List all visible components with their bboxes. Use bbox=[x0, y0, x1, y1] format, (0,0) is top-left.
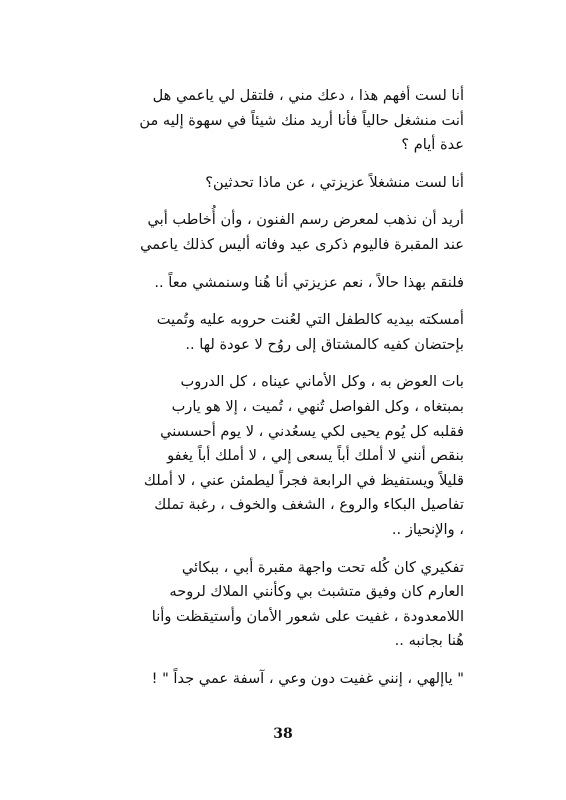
text-line: أنا لست أفهم هذا ، دعك مني ، فلتقل لي ياعمي هل bbox=[152, 87, 464, 104]
text-line: اللامعدودة ، غفيت على شعور الأمان وأستيقظت وأنا bbox=[151, 607, 464, 625]
text-line: بمبتغاه ، وكل الفواصل تُنهي ، تُميت ، إلا هو يارب bbox=[171, 397, 464, 415]
paragraph-3 bbox=[128, 208, 464, 257]
text-line: تفكيري كان كُله تحت واجهة مقبرة أبي ، ببكائي bbox=[181, 558, 464, 576]
text-line: فلنقم بهذا حالاً ، نعم عزيزتي أنا هُنا وسنمشي معاً .. bbox=[154, 273, 464, 291]
text-line: هُنا بجانبه .. bbox=[394, 632, 464, 650]
text-line: قليلاً ويستفيظ في الرابعة فجراً ليطمئن عني ، لا أملك bbox=[143, 471, 464, 489]
paragraph-8 bbox=[128, 667, 464, 692]
text-line: عدة أيام ؟ bbox=[401, 136, 464, 154]
text-line: عند المقبرة فاليوم ذكرى عيد وفاته أليس كذلك ياعمي bbox=[140, 235, 464, 253]
text-line: بإحتضان كفيه كالمشتاق إلى روُح لا عودة لها .. bbox=[185, 335, 464, 353]
page-body-text bbox=[128, 84, 464, 704]
paragraph-2 bbox=[128, 171, 464, 196]
text-line: ، والإنحياز .. bbox=[391, 520, 464, 538]
paragraph-1 bbox=[128, 84, 464, 158]
text-line: بنقص أنني لا أملك أباً يسعى إلي ، لا أملك أباً يغفو bbox=[167, 447, 464, 465]
paragraph-6 bbox=[128, 370, 464, 542]
text-line: فقلبه كل يُوم يحيى لكي يسعُدني ، لا يوم أحسسني bbox=[160, 422, 464, 440]
text-line: " ياإلهي ، إنني غفيت دون وعي ، آسفة عمي جداً " ! bbox=[151, 669, 464, 687]
page-number: 38 bbox=[273, 726, 293, 742]
text-line: تفاصيل البكاء والروع ، الشغف والخوف ، رغبة تملك bbox=[154, 496, 464, 514]
text-line: أنت منشغل حالياً فأنا أريد منك شيئاً في سهوة إليه من bbox=[139, 111, 464, 129]
paragraph-5 bbox=[128, 308, 464, 357]
paragraph-7 bbox=[128, 556, 464, 654]
text-line: أنا لست منشغلاً عزيزتي ، عن ماذا تحدثين؟ bbox=[205, 173, 464, 191]
text-line: أريد أن نذهب لمعرض رسم الفنون ، وأن أُخاطب أبي bbox=[147, 211, 464, 229]
paragraph-4 bbox=[128, 271, 464, 296]
text-line: العارم كان وفيق متشبث بي وكأنني الملاك لروحه bbox=[169, 583, 464, 601]
text-line: أمسكته بيديه كالطفل التي لعُنت حروبه عليه وتُميت bbox=[156, 311, 464, 329]
text-line: بات العوض به ، وكل الأماني عيناه ، كل الدروب bbox=[180, 373, 464, 391]
